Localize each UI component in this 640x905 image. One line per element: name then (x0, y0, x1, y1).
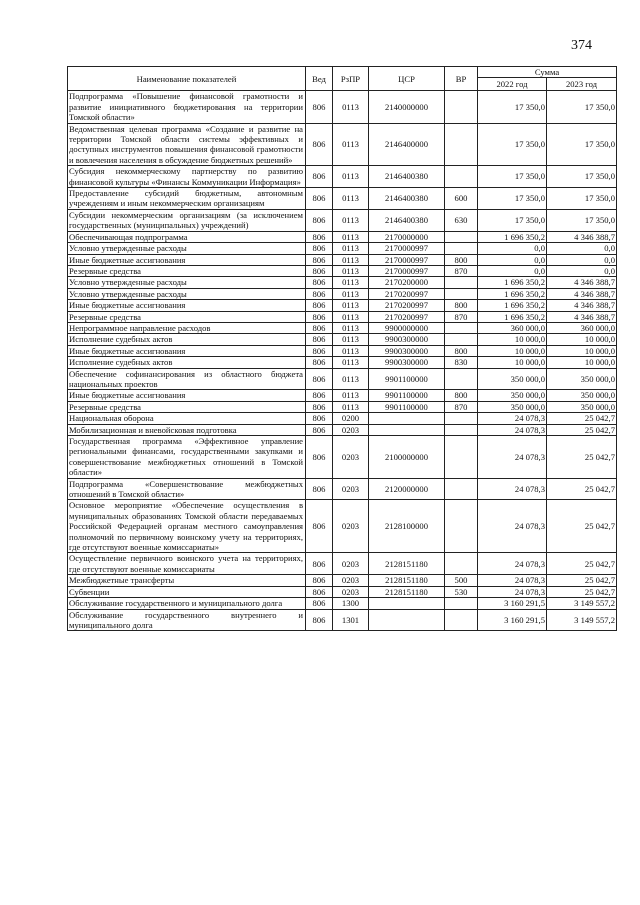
row-value-2023: 10 000,0 (547, 345, 617, 356)
row-value-2022: 10 000,0 (478, 357, 547, 368)
row-rzpr: 0200 (333, 413, 369, 424)
row-ved: 806 (306, 586, 333, 597)
row-value-2022: 350 000,0 (478, 390, 547, 401)
row-value-2022: 24 078,3 (478, 586, 547, 597)
row-value-2023: 350 000,0 (547, 368, 617, 390)
row-ved: 806 (306, 311, 333, 322)
row-rzpr: 0203 (333, 424, 369, 435)
row-value-2022: 17 350,0 (478, 123, 547, 166)
row-value-2022: 1 696 350,2 (478, 288, 547, 299)
row-value-2022: 3 160 291,5 (478, 609, 547, 631)
row-name: Непрограммное направление расходов (68, 322, 306, 333)
row-csr: 2170200997 (369, 311, 445, 322)
row-ved: 806 (306, 231, 333, 242)
row-vr (445, 322, 478, 333)
row-value-2022: 17 350,0 (478, 91, 547, 123)
row-ved: 806 (306, 413, 333, 424)
row-vr (445, 500, 478, 553)
row-name: Резервные средства (68, 401, 306, 412)
row-vr: 800 (445, 390, 478, 401)
row-rzpr: 0113 (333, 254, 369, 265)
row-vr (445, 288, 478, 299)
table-row (68, 413, 617, 424)
row-ved: 806 (306, 424, 333, 435)
row-rzpr: 0113 (333, 209, 369, 231)
row-rzpr: 0113 (333, 345, 369, 356)
row-value-2023: 4 346 388,7 (547, 231, 617, 242)
table-row (68, 311, 617, 322)
row-csr: 9900000000 (369, 322, 445, 333)
row-ved: 806 (306, 575, 333, 586)
row-ved: 806 (306, 300, 333, 311)
row-value-2023: 17 350,0 (547, 166, 617, 188)
table-row (68, 478, 617, 500)
header-vr: ВР (445, 67, 478, 91)
table-row (68, 300, 617, 311)
table-row (68, 368, 617, 390)
row-rzpr: 0113 (333, 123, 369, 166)
row-value-2022: 1 696 350,2 (478, 300, 547, 311)
row-value-2023: 0,0 (547, 265, 617, 276)
header-rzpr: РзПР (333, 67, 369, 91)
page-number: 374 (571, 38, 592, 53)
row-value-2023: 10 000,0 (547, 334, 617, 345)
row-value-2022: 3 160 291,5 (478, 598, 547, 609)
budget-table (67, 66, 617, 631)
row-ved: 806 (306, 500, 333, 553)
row-rzpr: 0113 (333, 231, 369, 242)
row-rzpr: 0113 (333, 334, 369, 345)
table-row (68, 277, 617, 288)
row-name: Субсидия некоммерческому партнерству по развитию финансовой культуры «Финансы Коммуникации Информация» (68, 166, 306, 188)
row-value-2022: 24 078,3 (478, 413, 547, 424)
row-value-2022: 24 078,3 (478, 478, 547, 500)
row-value-2023: 360 000,0 (547, 322, 617, 333)
row-vr: 870 (445, 265, 478, 276)
row-value-2022: 1 696 350,2 (478, 311, 547, 322)
row-vr (445, 166, 478, 188)
row-value-2022: 1 696 350,2 (478, 231, 547, 242)
row-value-2023: 4 346 388,7 (547, 300, 617, 311)
row-name: Исполнение судебных актов (68, 357, 306, 368)
header-ved: Вед (306, 67, 333, 91)
row-value-2022: 17 350,0 (478, 209, 547, 231)
row-vr (445, 231, 478, 242)
row-name: Мобилизационная и вневойсковая подготовка (68, 424, 306, 435)
table-row (68, 209, 617, 231)
row-value-2023: 25 042,7 (547, 500, 617, 553)
row-value-2022: 360 000,0 (478, 322, 547, 333)
row-csr: 2128151180 (369, 575, 445, 586)
row-csr: 2146400000 (369, 123, 445, 166)
row-csr: 2170200997 (369, 300, 445, 311)
row-value-2023: 25 042,7 (547, 575, 617, 586)
row-vr: 830 (445, 357, 478, 368)
row-vr: 530 (445, 586, 478, 597)
row-vr: 800 (445, 300, 478, 311)
row-value-2023: 4 346 388,7 (547, 277, 617, 288)
row-value-2023: 25 042,7 (547, 436, 617, 479)
row-value-2022: 1 696 350,2 (478, 277, 547, 288)
row-csr: 9901100000 (369, 401, 445, 412)
table-row (68, 401, 617, 412)
row-name: Условно утвержденные расходы (68, 243, 306, 254)
row-value-2022: 0,0 (478, 243, 547, 254)
table-row (68, 231, 617, 242)
row-value-2023: 0,0 (547, 243, 617, 254)
row-value-2022: 24 078,3 (478, 436, 547, 479)
table-row (68, 254, 617, 265)
row-vr: 870 (445, 311, 478, 322)
row-value-2022: 10 000,0 (478, 345, 547, 356)
row-value-2023: 0,0 (547, 254, 617, 265)
row-ved: 806 (306, 277, 333, 288)
row-csr: 2128151180 (369, 553, 445, 575)
row-vr (445, 368, 478, 390)
row-value-2023: 3 149 557,2 (547, 598, 617, 609)
row-csr: 2170000997 (369, 254, 445, 265)
row-value-2022: 17 350,0 (478, 188, 547, 210)
row-ved: 806 (306, 188, 333, 210)
row-csr: 9901100000 (369, 390, 445, 401)
row-vr (445, 436, 478, 479)
row-value-2022: 24 078,3 (478, 575, 547, 586)
table-row (68, 575, 617, 586)
row-ved: 806 (306, 243, 333, 254)
table-row (68, 436, 617, 479)
row-name: Ведомственная целевая программа «Создание и развитие на территории Томской области системы эффективных и доступных инструментов повышения финансовой грамотности и вовлечения населения в обсуждение бюджетных решений» (68, 123, 306, 166)
row-rzpr: 0113 (333, 322, 369, 333)
row-ved: 806 (306, 334, 333, 345)
row-csr (369, 413, 445, 424)
row-vr: 630 (445, 209, 478, 231)
table-row (68, 322, 617, 333)
row-value-2023: 4 346 388,7 (547, 311, 617, 322)
row-rzpr: 0203 (333, 586, 369, 597)
table-row (68, 586, 617, 597)
row-rzpr: 0113 (333, 390, 369, 401)
table-row (68, 357, 617, 368)
row-rzpr: 0203 (333, 553, 369, 575)
row-vr (445, 277, 478, 288)
table-row (68, 288, 617, 299)
row-rzpr: 0113 (333, 243, 369, 254)
row-rzpr: 0113 (333, 188, 369, 210)
row-csr (369, 598, 445, 609)
row-rzpr: 0113 (333, 300, 369, 311)
row-ved: 806 (306, 209, 333, 231)
row-name: Основное мероприятие «Обеспечение осуществления в муниципальных образованиях Томской области передаваемых Российской Федерацией органам местного самоуправления полномочий по первичному воинскому учету на территориях, где отсутствуют военные комиссариаты» (68, 500, 306, 553)
row-name: Обеспечивающая подпрограмма (68, 231, 306, 242)
row-vr (445, 91, 478, 123)
row-csr: 2146400380 (369, 166, 445, 188)
row-value-2023: 25 042,7 (547, 553, 617, 575)
table-row (68, 553, 617, 575)
row-ved: 806 (306, 553, 333, 575)
row-csr: 2146400380 (369, 209, 445, 231)
row-ved: 806 (306, 478, 333, 500)
row-value-2022: 0,0 (478, 265, 547, 276)
row-csr: 2120000000 (369, 478, 445, 500)
row-name: Подпрограмма «Совершенствование межбюджетных отношений в Томской области» (68, 478, 306, 500)
table-row (68, 334, 617, 345)
row-ved: 806 (306, 401, 333, 412)
row-vr (445, 413, 478, 424)
header-csr: ЦСР (369, 67, 445, 91)
row-ved: 806 (306, 609, 333, 631)
table-row (68, 390, 617, 401)
row-value-2023: 17 350,0 (547, 188, 617, 210)
row-value-2022: 350 000,0 (478, 368, 547, 390)
row-rzpr: 0113 (333, 265, 369, 276)
row-csr: 9900300000 (369, 357, 445, 368)
row-ved: 806 (306, 598, 333, 609)
row-vr (445, 598, 478, 609)
row-ved: 806 (306, 390, 333, 401)
row-rzpr: 1300 (333, 598, 369, 609)
table-row (68, 166, 617, 188)
row-name: Иные бюджетные ассигнования (68, 300, 306, 311)
row-value-2022: 350 000,0 (478, 401, 547, 412)
row-name: Условно утвержденные расходы (68, 277, 306, 288)
row-csr: 2100000000 (369, 436, 445, 479)
row-value-2023: 25 042,7 (547, 478, 617, 500)
row-value-2022: 10 000,0 (478, 334, 547, 345)
row-name: Предоставление субсидий бюджетным, автономным учреждениям и иным некоммерческим организациям (68, 188, 306, 210)
row-value-2022: 24 078,3 (478, 553, 547, 575)
row-name: Субсидии некоммерческим организациям (за исключением государственных (муниципальных) учреждений) (68, 209, 306, 231)
row-name: Исполнение судебных актов (68, 334, 306, 345)
row-rzpr: 0203 (333, 500, 369, 553)
row-ved: 806 (306, 436, 333, 479)
row-ved: 806 (306, 368, 333, 390)
row-name: Резервные средства (68, 265, 306, 276)
row-name: Обслуживание государственного внутреннего и муниципального долга (68, 609, 306, 631)
row-name: Осуществление первичного воинского учета на территориях, где отсутствуют военные комиссариаты (68, 553, 306, 575)
row-value-2023: 25 042,7 (547, 413, 617, 424)
row-value-2023: 3 149 557,2 (547, 609, 617, 631)
row-rzpr: 0113 (333, 91, 369, 123)
table-body (68, 91, 617, 631)
row-value-2023: 350 000,0 (547, 390, 617, 401)
row-vr (445, 424, 478, 435)
row-rzpr: 0113 (333, 357, 369, 368)
row-csr: 2170000997 (369, 265, 445, 276)
row-rzpr: 0203 (333, 575, 369, 586)
row-name: Иные бюджетные ассигнования (68, 345, 306, 356)
row-value-2023: 17 350,0 (547, 209, 617, 231)
row-vr (445, 243, 478, 254)
row-rzpr: 0113 (333, 311, 369, 322)
table-row (68, 243, 617, 254)
row-rzpr: 0113 (333, 166, 369, 188)
row-csr: 2170200997 (369, 288, 445, 299)
row-rzpr: 0203 (333, 478, 369, 500)
row-ved: 806 (306, 166, 333, 188)
row-csr: 9901100000 (369, 368, 445, 390)
row-csr: 2170000000 (369, 231, 445, 242)
row-csr: 9900300000 (369, 334, 445, 345)
row-value-2023: 10 000,0 (547, 357, 617, 368)
row-rzpr: 0113 (333, 401, 369, 412)
row-name: Иные бюджетные ассигнования (68, 254, 306, 265)
table-row (68, 188, 617, 210)
table-row (68, 609, 617, 631)
row-value-2023: 17 350,0 (547, 91, 617, 123)
table-row (68, 123, 617, 166)
row-name: Иные бюджетные ассигнования (68, 390, 306, 401)
row-value-2022: 24 078,3 (478, 500, 547, 553)
row-vr (445, 553, 478, 575)
row-csr: 2170000997 (369, 243, 445, 254)
row-name: Резервные средства (68, 311, 306, 322)
header-2023: 2023 год (547, 78, 617, 91)
row-ved: 806 (306, 345, 333, 356)
row-csr (369, 424, 445, 435)
row-name: Обеспечение софинансирования из областного бюджета национальных проектов (68, 368, 306, 390)
row-name: Подпрограмма «Повышение финансовой грамотности и развитие инициативного бюджетирования на территории Томской области» (68, 91, 306, 123)
header-2022: 2022 год (478, 78, 547, 91)
row-vr: 870 (445, 401, 478, 412)
row-ved: 806 (306, 265, 333, 276)
row-value-2023: 25 042,7 (547, 424, 617, 435)
row-csr: 2140000000 (369, 91, 445, 123)
row-vr: 600 (445, 188, 478, 210)
row-ved: 806 (306, 288, 333, 299)
row-value-2023: 25 042,7 (547, 586, 617, 597)
row-ved: 806 (306, 91, 333, 123)
row-rzpr: 1301 (333, 609, 369, 631)
row-value-2022: 0,0 (478, 254, 547, 265)
table-row (68, 598, 617, 609)
row-rzpr: 0203 (333, 436, 369, 479)
row-csr: 2146400380 (369, 188, 445, 210)
table-row (68, 91, 617, 123)
row-ved: 806 (306, 322, 333, 333)
row-value-2023: 17 350,0 (547, 123, 617, 166)
row-name: Субвенции (68, 586, 306, 597)
row-csr: 9900300000 (369, 345, 445, 356)
row-vr (445, 123, 478, 166)
row-vr (445, 478, 478, 500)
row-ved: 806 (306, 123, 333, 166)
row-csr: 2128151180 (369, 586, 445, 597)
row-csr (369, 609, 445, 631)
table-row (68, 500, 617, 553)
row-rzpr: 0113 (333, 277, 369, 288)
row-value-2022: 17 350,0 (478, 166, 547, 188)
row-vr: 800 (445, 254, 478, 265)
row-vr (445, 609, 478, 631)
table-row (68, 345, 617, 356)
row-name: Обслуживание государственного и муниципального долга (68, 598, 306, 609)
table-row (68, 424, 617, 435)
row-name: Национальная оборона (68, 413, 306, 424)
row-ved: 806 (306, 254, 333, 265)
row-csr: 2128100000 (369, 500, 445, 553)
header-sum: Сумма (478, 67, 617, 78)
table-row (68, 265, 617, 276)
row-name: Условно утвержденные расходы (68, 288, 306, 299)
row-rzpr: 0113 (333, 368, 369, 390)
row-ved: 806 (306, 357, 333, 368)
row-value-2023: 350 000,0 (547, 401, 617, 412)
row-value-2023: 4 346 388,7 (547, 288, 617, 299)
row-name: Межбюджетные трансферты (68, 575, 306, 586)
row-vr: 500 (445, 575, 478, 586)
row-value-2022: 24 078,3 (478, 424, 547, 435)
header-name: Наименование показателей (68, 67, 306, 91)
row-name: Государственная программа «Эффективное управление региональными финансами, государственными закупками и совершенствование межбюджетных отношений в Томской области» (68, 436, 306, 479)
row-rzpr: 0113 (333, 288, 369, 299)
row-vr (445, 334, 478, 345)
row-vr: 800 (445, 345, 478, 356)
row-csr: 2170200000 (369, 277, 445, 288)
